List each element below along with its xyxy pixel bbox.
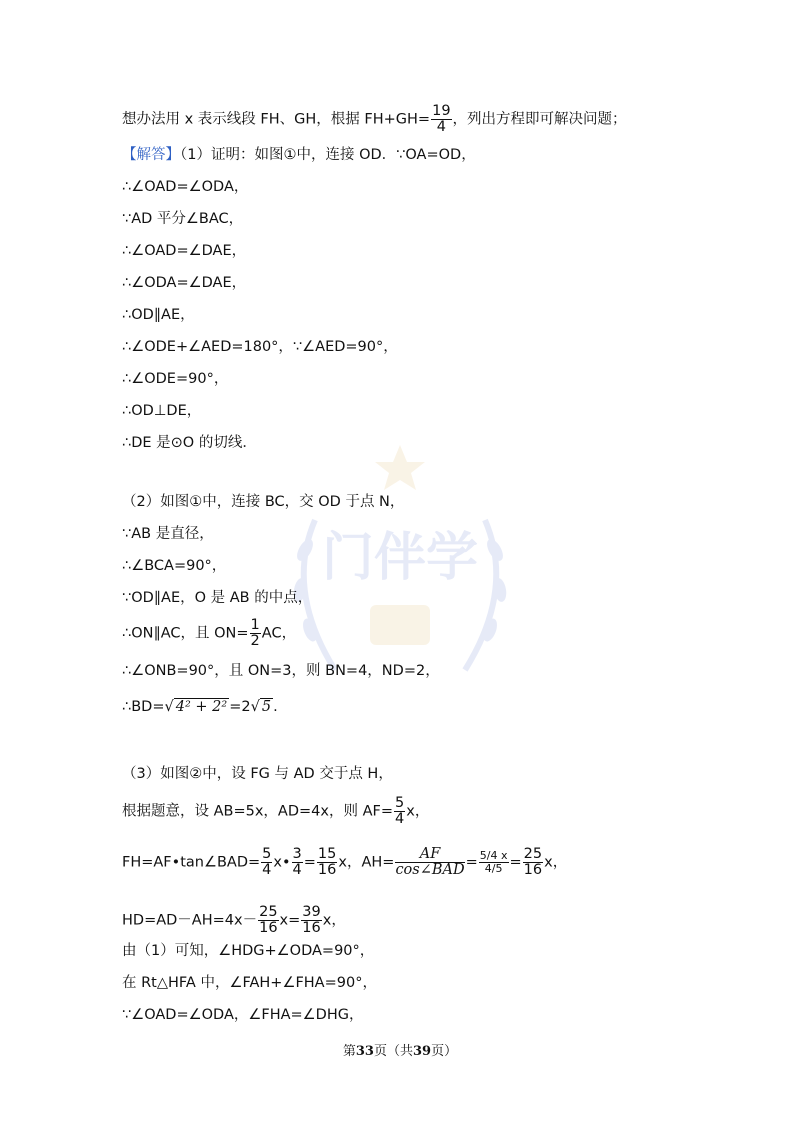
line-6: ∴∠ODA=∠DAE， [122,275,247,291]
line-18: ∴BD=√ 4² + 2² =2√ 5 . [122,699,278,715]
line-5: ∴∠OAD=∠DAE， [122,243,247,259]
line-14: ∴∠BCA=90°， [122,558,227,574]
line-23: 由（1）可知，∠HDG+∠ODA=90°， [122,943,375,959]
fraction: $\frac{5}{4}$ [262,846,272,878]
fraction: $\frac{1}{2}$ [250,617,260,649]
line-25: ∵∠OAD=∠ODA，∠FHA=∠DHG， [122,1007,364,1023]
fraction: $\frac{39}{16}$ [302,904,321,936]
line-20: 根据题意，设 AB=5x，AD=4x，则 AF= $\frac{5}{4}$ x， [122,795,430,827]
line-16: ∴ON∥AC，且 ON= $\frac{1}{2}$ AC， [122,617,297,649]
line-21: FH=AF•tan∠BAD= $\frac{5}{4}$ x• $\frac{3}{4}$ = $\frac{15}{16}$ x，AH= AF cos∠BAD = $\frac{5/4 x}{4/5}$ = $\frac{25}{16}$ x， [122,846,568,878]
line-19: （3）如图②中，设 FG 与 AD 交于点 H， [122,766,393,782]
fraction: $\frac{19}{4}$ [432,103,451,135]
watermark-text: 门伴学 [321,528,479,588]
line-24: 在 Rt△HFA 中，∠FAH+∠FHA=90°， [122,975,377,991]
line-22: HD=AD－AH=4x－ $\frac{25}{16}$ x= $\frac{39}{16}$ x， [122,904,346,936]
fraction: $\frac{5/4 x}{4/5}$ [479,849,508,875]
line-1: 想办法用 x 表示线段 FH、GH，根据 FH+GH= $\frac{19}{4}$ ，列出方程即可解决问题； [122,103,627,135]
sqrt-expression: √ 4² + 2² [164,699,228,715]
line-8: ∴∠ODE+∠AED=180°，∵∠AED=90°， [122,339,398,355]
fraction: $\frac{3}{4}$ [292,846,302,878]
line-12: （2）如图①中，连接 BC，交 OD 于点 N， [122,494,405,510]
line-15: ∵OD∥AE，O 是 AB 的中点， [122,590,313,606]
line-10: ∴OD⊥DE， [122,403,202,419]
line-2: 【解答】（1）证明：如图①中，连接 OD．∵OA=OD， [122,147,476,163]
page-total: 39 [413,1044,432,1059]
answer-tag: 【解答】 [122,147,180,163]
sqrt-expression: √ 5 [250,699,272,715]
line-9: ∴∠ODE=90°， [122,371,229,387]
line-7: ∴OD∥AE， [122,307,195,323]
line-4: ∵AD 平分∠BAC， [122,211,244,227]
line-17: ∴∠ONB=90°，且 ON=3，则 BN=4，ND=2， [122,663,440,679]
line-11: ∴DE 是⊙O 的切线． [122,435,257,451]
page-number: 33 [355,1044,374,1059]
line-13: ∵AB 是直径， [122,526,214,542]
fraction: $\frac{5}{4}$ [395,795,405,827]
fraction: AF cos∠BAD [395,846,465,878]
fraction: $\frac{25}{16}$ [259,904,278,936]
page-footer: 第33页（共39页） [342,1044,458,1059]
fraction: $\frac{25}{16}$ [523,846,543,878]
fraction: $\frac{15}{16}$ [317,846,337,878]
line-3: ∴∠OAD=∠ODA， [122,179,249,195]
